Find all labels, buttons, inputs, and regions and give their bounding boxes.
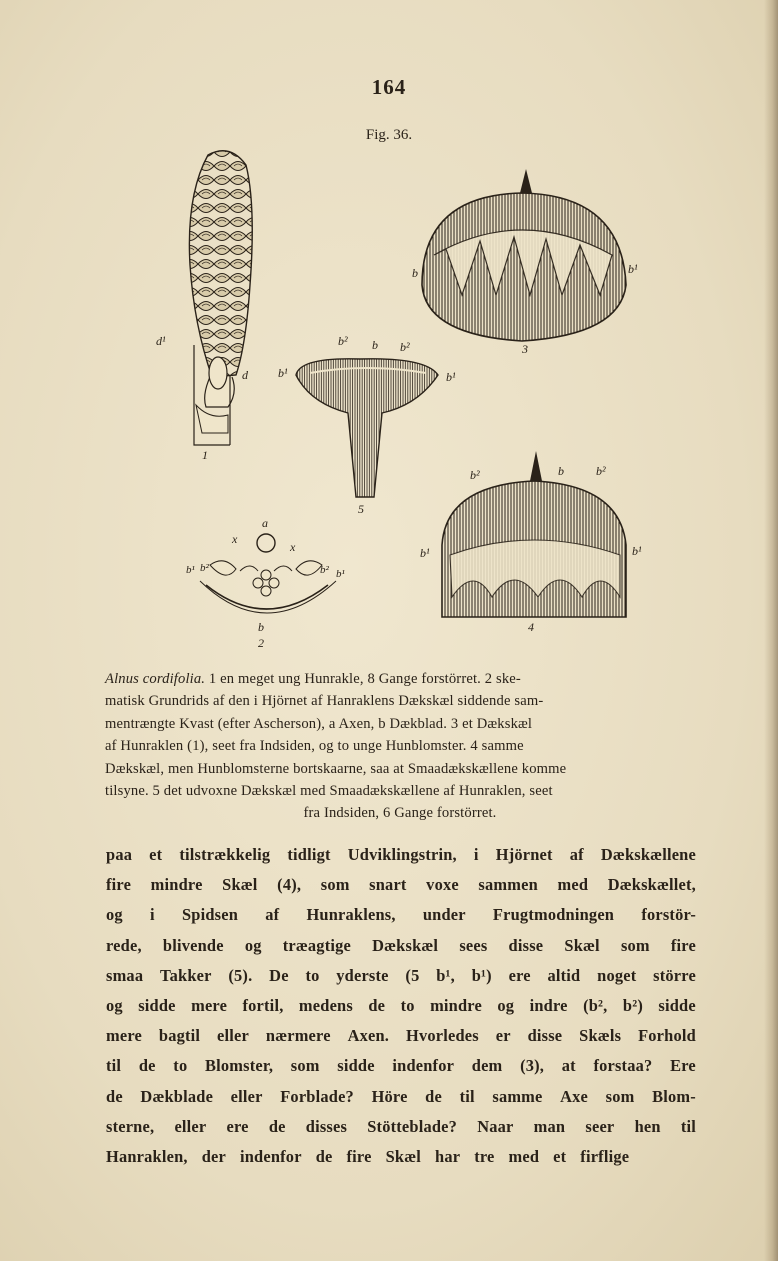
label-4-b1-right: b¹ bbox=[632, 544, 642, 558]
label-2-a: a bbox=[262, 516, 268, 530]
figure-item-5-mature-scale bbox=[296, 359, 438, 497]
label-4-b1-left: b¹ bbox=[420, 546, 430, 560]
caption-line: af Hunraklen (1), seet fra Indsiden, og to unge Hunblomster. 4 samme bbox=[105, 738, 524, 755]
label-d: d bbox=[242, 368, 248, 382]
label-2-x-right: x bbox=[290, 540, 296, 554]
body-line: til de to Blomster, som sidde indenfor dem (3), at forstaa? Ere bbox=[106, 1056, 696, 1076]
caption-line: matisk Grundrids af den i Hjörnet af Hanraklens Dækskæl siddende sam- bbox=[105, 693, 544, 710]
label-d1: d¹ bbox=[156, 334, 166, 348]
figure-item-2-ground-plan bbox=[200, 534, 336, 613]
body-line: de Dækblade eller Forblade? Höre de til samme Axe som Blom- bbox=[106, 1086, 696, 1106]
body-line: mere bagtil eller nærmere Axen. Hvorledes er disse Skæls Forhold bbox=[106, 1026, 696, 1046]
page-number: 164 bbox=[371, 75, 407, 99]
figure-item-1-catkin bbox=[189, 151, 252, 445]
caption-line: fra Indsiden, 6 Gange forstörret. bbox=[303, 805, 497, 822]
caption-line: mentrængte Kvast (efter Ascherson), a Axen, b Dækblad. 3 et Dækskæl bbox=[105, 715, 533, 732]
label-5-b: b bbox=[372, 338, 378, 352]
figure-item-3-scale-with-flowers bbox=[422, 169, 626, 341]
label-2-b2-right: b² bbox=[320, 564, 329, 576]
page-edge-shadow bbox=[764, 0, 778, 1261]
body-line: og i Spidsen af Hunraklens, under Frugtmodningen forstör- bbox=[106, 905, 696, 925]
label-2-b2-left: b² bbox=[200, 562, 209, 574]
label-5-b1-left: b¹ bbox=[278, 366, 288, 380]
label-item-2: 2 bbox=[258, 636, 264, 650]
caption-species: Alnus cordifolia. bbox=[105, 671, 206, 687]
botanical-figure bbox=[150, 145, 670, 655]
label-2-b1-left: b¹ bbox=[186, 564, 195, 576]
body-line: fire mindre Skæl (4), som snart voxe sammen med Dækskællet, bbox=[106, 875, 696, 895]
label-5-b2-left: b² bbox=[338, 334, 348, 348]
label-item-5: 5 bbox=[358, 502, 364, 516]
label-2-b1-right: b¹ bbox=[336, 568, 345, 580]
label-item-4: 4 bbox=[528, 620, 534, 634]
caption-text: 1 en meget ung Hunrakle, 8 Gange forstörret. 2 ske- bbox=[205, 671, 521, 687]
label-3-b: b bbox=[412, 266, 418, 280]
label-3-b1: b¹ bbox=[628, 262, 638, 276]
body-text bbox=[106, 840, 696, 1172]
body-line: smaa Takker (5). De to yderste (5 b¹, b¹) ere altid noget större bbox=[106, 965, 696, 985]
label-item-1: 1 bbox=[202, 448, 208, 462]
body-line: sterne, eller ere de disses Stötteblade? Naar man seer hen til bbox=[106, 1116, 696, 1136]
caption-line: tilsyne. 5 det udvoxne Dækskæl med Smaadækskællene af Hunraklen, seet bbox=[105, 783, 553, 800]
figure-caption bbox=[105, 668, 695, 825]
body-line: og sidde mere fortil, medens de to mindre og indre (b², b²) sidde bbox=[106, 996, 696, 1016]
label-5-b2-right: b² bbox=[400, 340, 410, 354]
caption-line bbox=[105, 668, 695, 690]
label-4-b2-right: b² bbox=[596, 464, 606, 478]
label-4-b2-left: b² bbox=[470, 468, 480, 482]
label-2-b: b bbox=[258, 620, 264, 634]
caption-line: Dækskæl, men Hunblomsterne bortskaarne, saa at Smaadækskællene komme bbox=[105, 760, 567, 777]
label-5-b1-right: b¹ bbox=[446, 370, 456, 384]
figure-label: Fig. 36. bbox=[365, 127, 413, 143]
label-item-3: 3 bbox=[522, 342, 528, 356]
body-line: paa et tilstrækkelig tidligt Udviklingstrin, i Hjörnet af Dækskællene bbox=[106, 845, 696, 864]
label-4-b: b bbox=[558, 464, 564, 478]
body-line: Hanraklen, der indenfor de fire Skæl har tre med et firflige bbox=[106, 1147, 630, 1167]
label-2-x-left: x bbox=[232, 532, 238, 546]
body-line: rede, blivende og træagtige Dækskæl sees disse Skæl som fire bbox=[106, 935, 696, 955]
